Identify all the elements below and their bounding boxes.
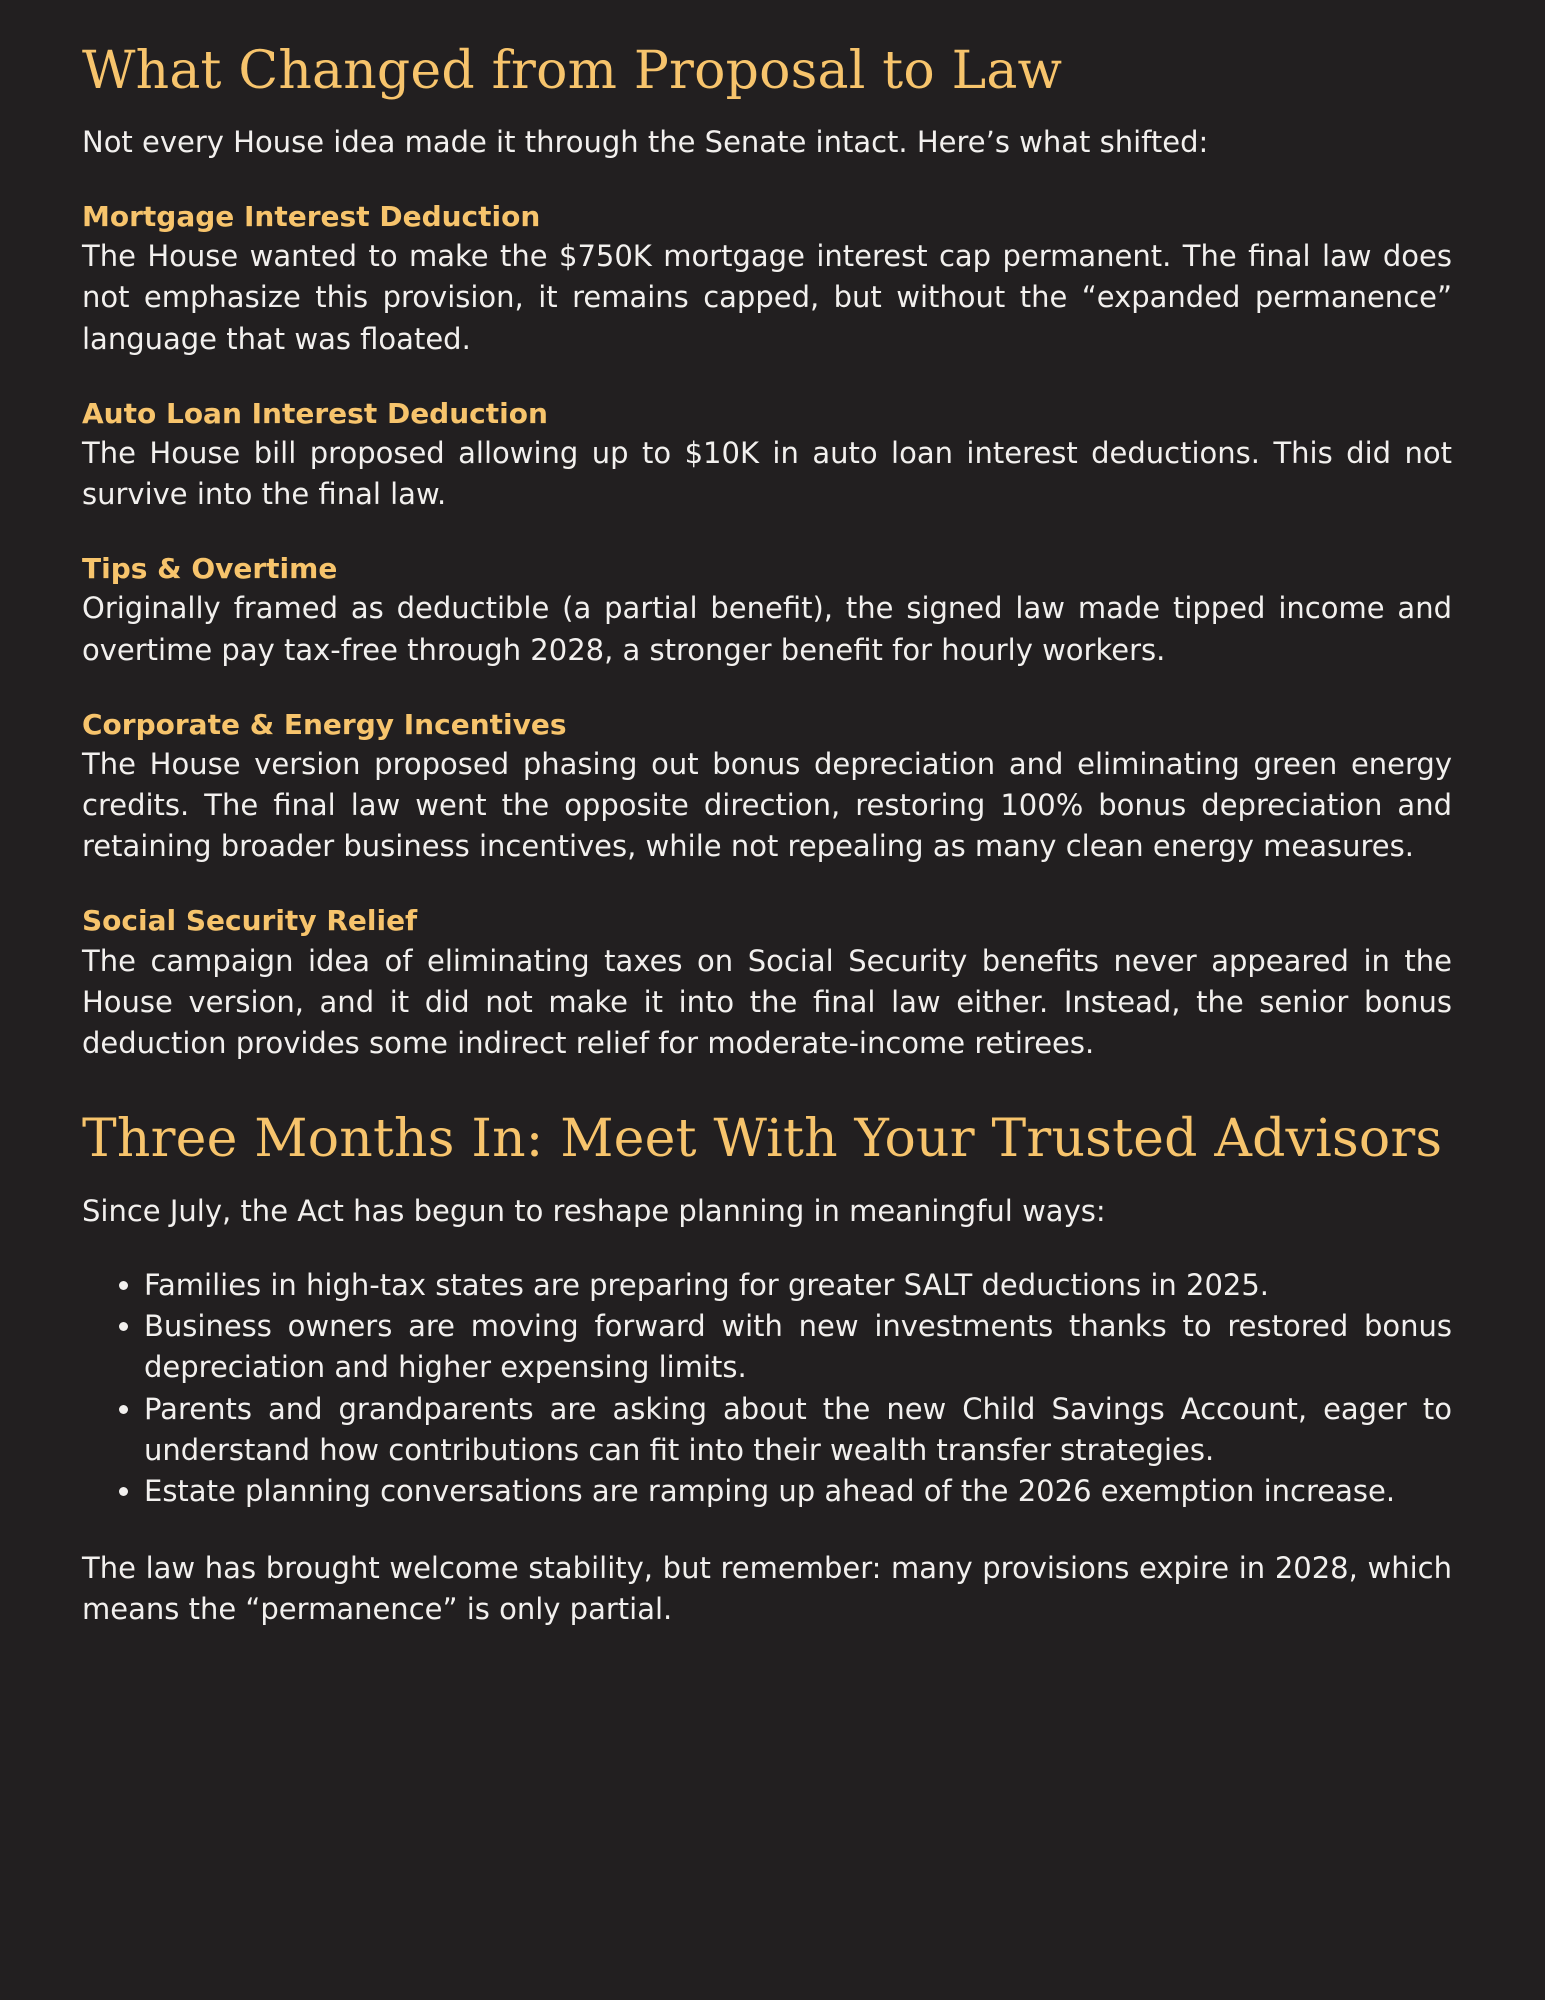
change-item-body: The campaign idea of eliminating taxes on Social Security benefits never appeared in the House version, and it did not make it into the final law either. Instead, the senior bonus deduction provides some indirect relief for moderate-income retirees. — [82, 943, 1452, 1060]
change-item-body: The House version proposed phasing out bonus depreciation and eliminating green energy credits. The final law went the opposite direction, restoring 100% bonus depreciation and retaining broader business incentives, while not repealing as many clean energy measures. — [82, 746, 1452, 864]
bullet-item: • Estate planning conversations are ramping up ahead of the 2026 exemption increase. — [144, 1471, 1452, 1512]
document-page — [82, 40, 1452, 1631]
change-item-corporate-energy — [82, 705, 1452, 868]
change-item-social-security — [82, 901, 1452, 1064]
planning-bullet-list — [82, 1265, 1452, 1512]
change-item-heading: Tips & Overtime — [82, 552, 338, 586]
section-intro-advisors: Since July, the Act has begun to reshape planning in meaningful ways: — [82, 1193, 1106, 1228]
change-item-auto-loan — [82, 394, 1452, 516]
bullet-item: • Business owners are moving forward with new investments thanks to restored bonus depreciation and higher expensing limits. — [144, 1306, 1452, 1388]
change-item-body: Originally framed as deductible (a partial benefit), the signed law made tipped income and overtime pay tax-free through 2028, a stronger benefit for hourly workers. — [82, 591, 1452, 667]
change-item-tips-overtime — [82, 549, 1452, 671]
bullet-item: • Parents and grandparents are asking about the new Child Savings Account, eager to understand how contributions can fit into their wealth transfer strategies. — [144, 1389, 1452, 1471]
change-item-heading: Social Security Relief — [82, 904, 418, 938]
change-item-heading: Corporate & Energy Incentives — [82, 707, 567, 741]
change-item-heading: Auto Loan Interest Deduction — [82, 396, 548, 430]
change-item-body: The House wanted to make the $750K mortgage interest cap permanent. The final law does not emphasize this provision, it remains capped, but without the “expanded permanence” language that was floated. — [82, 239, 1452, 356]
section-intro-changes: Not every House idea made it through the Senate intact. Here’s what shifted: — [82, 125, 1209, 160]
section-title-advisors: Three Months In: Meet With Your Trusted Advisors — [82, 1109, 1443, 1170]
section-title-changes: What Changed from Proposal to Law — [82, 41, 1063, 101]
change-item-mortgage — [82, 197, 1452, 360]
closing-paragraph: The law has brought welcome stability, but remember: many provisions expire in 2028, which means the “permanence” is only partial. — [82, 1551, 1452, 1627]
bullet-item: • Families in high-tax states are preparing for greater SALT deductions in 2025. — [144, 1265, 1452, 1306]
change-item-heading: Mortgage Interest Deduction — [82, 199, 541, 233]
change-item-body: The House bill proposed allowing up to $10K in auto loan interest deductions. This did not survive into the final law. — [82, 435, 1452, 512]
